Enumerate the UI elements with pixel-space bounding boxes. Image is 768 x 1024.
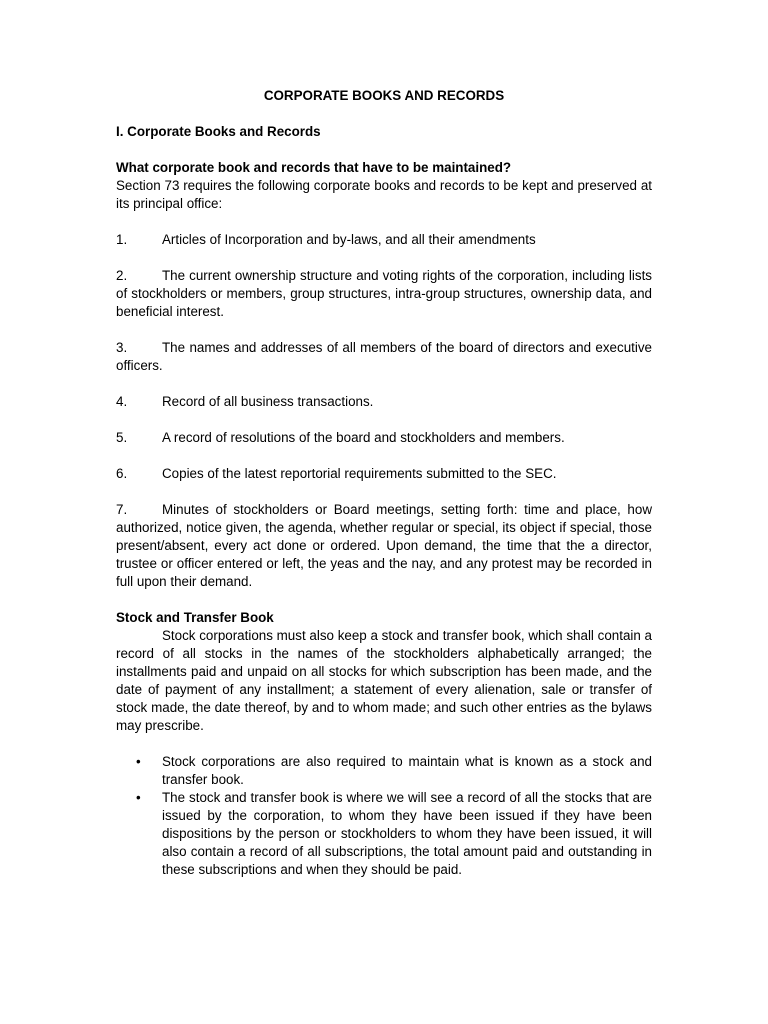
intro-paragraph: Section 73 requires the following corporate books and records to be kept and preserved at its principal office:: [116, 178, 652, 211]
stock-transfer-paragraph: Stock corporations must also keep a stock and transfer book, which shall contain a record of all stocks in the names of the stockholders alphabetically arranged; the installments paid and unpaid on all stocks for which subscription has been made, and the date of payment of any installment; a statement of every alienation, sale or transfer of stock made, the date thereof, by and to whom made; and such other entries as the bylaws may prescribe.: [116, 628, 652, 733]
list-item: [116, 267, 652, 321]
document-title: CORPORATE BOOKS AND RECORDS: [263, 88, 505, 103]
item-number: 4.: [116, 394, 128, 409]
item-text: Copies of the latest reportorial requirements submitted to the SEC.: [162, 466, 557, 481]
bullet-list: [116, 753, 652, 879]
bullet-symbol: •: [136, 754, 141, 769]
item-number: 2.: [116, 268, 128, 283]
list-item: [116, 231, 652, 249]
list-item: [116, 429, 652, 447]
item-number: 3.: [116, 340, 128, 355]
bullet-text: The stock and transfer book is where we will see a record of all the stocks that are issued by the corporation, to whom they have been issued if they have been dispositions by the person or stockholders to whom they have been issued, it will also contain a record of all subscriptions, the total amount paid and outstanding in these subscriptions and when they should be paid.: [162, 790, 652, 877]
list-item: [116, 339, 652, 375]
item-text: Record of all business transactions.: [162, 394, 374, 409]
bullet-symbol: •: [136, 790, 141, 805]
bullet-text: Stock corporations are also required to maintain what is known as a stock and transfer book.: [162, 754, 652, 787]
item-text: A record of resolutions of the board and stockholders and members.: [162, 430, 565, 445]
item-number: 6.: [116, 466, 128, 481]
item-text: The names and addresses of all members of the board of directors and executive officers.: [116, 340, 652, 373]
list-item: [116, 501, 652, 591]
list-item: [116, 465, 652, 483]
stock-transfer-heading: Stock and Transfer Book: [116, 610, 274, 625]
requirements-list: [116, 231, 652, 591]
item-text: Articles of Incorporation and by-laws, and all their amendments: [162, 232, 536, 247]
item-number: 7.: [116, 502, 128, 517]
list-item: [116, 393, 652, 411]
item-number: 5.: [116, 430, 128, 445]
section-heading: I. Corporate Books and Records: [116, 124, 321, 139]
item-number: 1.: [116, 232, 128, 247]
item-text: The current ownership structure and voting rights of the corporation, including lists of stockholders or members, group structures, intra-group structures, ownership data, and beneficial interest.: [116, 268, 652, 319]
question-heading: What corporate book and records that have to be maintained?: [116, 160, 512, 175]
bullet-item: [136, 753, 652, 789]
bullet-item: [136, 789, 652, 879]
item-text: Minutes of stockholders or Board meetings, setting forth: time and place, how authorized, notice given, the agenda, whether regular or special, its object if special, those present/absent, every act done or ordered. Upon demand, the time that the a director, trustee or officer entered or left, the yeas and the nay, and any protest may be recorded in full upon their demand.: [116, 502, 652, 589]
